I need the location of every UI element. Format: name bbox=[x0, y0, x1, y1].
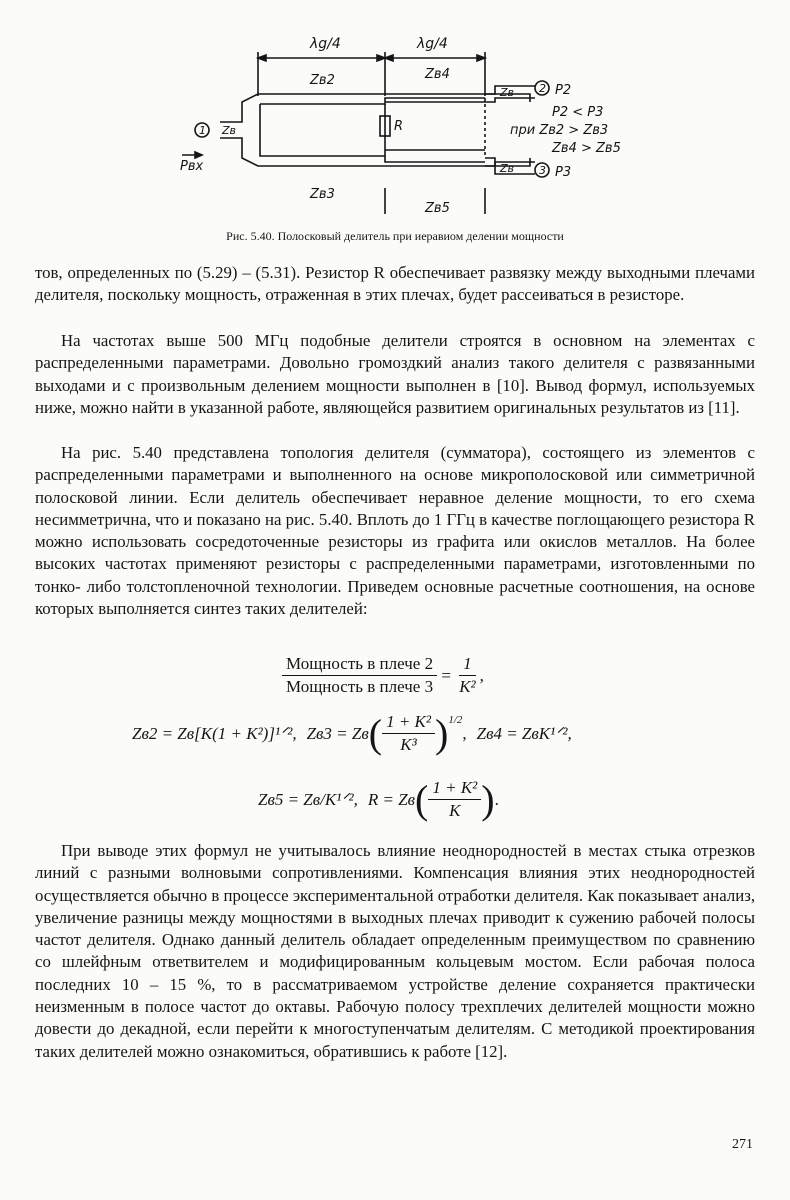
paragraph-4: При выводе этих формул не учитывалось влияние неоднородностей в местах стыка отрезков линий с разными волновыми сопротивлениями. Компенсация влияния этих неоднородностей осуществляется обычно в процессе экспериментальной отработки делителя. Как показывает анализ, увеличение разницы между мощностями в выходных плечах приводит к сужению рабочей полосы частот делителя. Однако данный делитель обладает определенным преимуществом по сравнению со шлейфным ответвителем и модифицированным кольцевым мостом. Если рабочая полоса последних 10 – 15 %, то в рассматриваемом устройстве деление сохраняется практически неизменным в полосе частот до октавы. Рабочую полосу трехплечих делителей мощности можно довести до декадной, если перейти к многоступенчатым делителям. С методикой проектирования таких делителей можно ознакомиться, обратившись к работе [12]. bbox=[35, 841, 756, 1061]
label-z-b3: Zв3 bbox=[310, 187, 335, 202]
label-z-b4: Zв4 bbox=[425, 67, 450, 82]
quarter-wavelength-right: λg/4 bbox=[417, 36, 448, 52]
r-numerator: 1 + K² bbox=[428, 778, 481, 800]
figure-power-divider bbox=[180, 18, 650, 223]
ratio-numerator: Мощность в плече 2 bbox=[282, 654, 437, 676]
paragraph-1: тов, определенных по (5.29) – (5.31). Резистор R обеспечивает развязку между выходными плечами делителя, поскольку мощность, отраженная в этих плечах, будет рассеиваться в резисторе. bbox=[35, 263, 755, 305]
label-z-b5: Zв5 bbox=[425, 201, 450, 216]
formula-z-b5-and-r: Zв5 = Zв/K¹ᐟ², R = Zв ( $\frac{\text{1 + K²}}{K}$ ) . bbox=[258, 776, 499, 822]
formula-r-lhs: R = Zв bbox=[367, 789, 416, 809]
divider-topology-diagram bbox=[180, 18, 650, 223]
label-p3: P3 bbox=[555, 165, 572, 180]
port-3-number: 3 bbox=[539, 164, 546, 177]
port-2-number: 2 bbox=[539, 82, 546, 95]
ratio-rhs-denominator: K² bbox=[459, 677, 476, 696]
label-z-b-input: Zв bbox=[222, 124, 237, 137]
condition-power: P2 < P3 bbox=[552, 105, 604, 120]
formula-power-ratio: $\frac{\text{Мощность в плече 2}}{\text{Мощность в плече 3}}$ = $\frac{1}{\text{K²}}$ , bbox=[282, 654, 484, 697]
label-z-b2: Zв2 bbox=[310, 73, 335, 88]
page-number: 271 bbox=[732, 1137, 753, 1152]
formula-z-b5: Zв5 = Zв/K¹ᐟ², bbox=[258, 789, 358, 809]
label-z-b-bottom: Zв bbox=[500, 162, 515, 175]
r-denominator: K bbox=[449, 801, 461, 820]
formula-z-b4: Zв4 = ZвK¹ᐟ², bbox=[476, 723, 572, 743]
label-p2: P2 bbox=[555, 83, 572, 98]
formula-impedances-row: Zв2 = Zв[K(1 + K²)]¹ᐟ², Zв3 = Zв ( $\frac{\text{1 + K²}}{\text{K³}}$ ) $^{1/2}$ , Zв4 = ZвK¹ᐟ², bbox=[132, 710, 572, 756]
figure-caption: Рис. 5.40. Полосковый делитель при иеравиом делении мощности bbox=[226, 229, 564, 243]
label-p-in: Pвх bbox=[180, 159, 204, 174]
condition-z-b4-z-b5: Zв4 > Zв5 bbox=[552, 141, 621, 156]
z-b3-exponent: 1/2 bbox=[448, 714, 463, 726]
formula-z-b3-lhs: Zв3 = Zв bbox=[306, 723, 369, 743]
label-z-b-top: Zв bbox=[500, 86, 515, 99]
ratio-rhs-numerator: 1 bbox=[459, 654, 476, 676]
formula-z-b2: Zв2 = Zв[K(1 + K²)]¹ᐟ², bbox=[132, 723, 297, 743]
quarter-wavelength-left: λg/4 bbox=[310, 36, 341, 52]
label-resistor: R bbox=[394, 119, 404, 134]
ratio-denominator: Мощность в плече 3 bbox=[286, 677, 434, 696]
z-b3-numerator: 1 + K² bbox=[382, 712, 435, 734]
z-b3-denominator: K³ bbox=[400, 735, 417, 754]
paragraph-2: На частотах выше 500 МГц подобные делители строятся в основном на элементах с распределенными параметрами. Довольно громоздкий анализ такого делителя с развязанными выходами и с произвольным делением мощности выполнен в [10]. Вывод формул, используемых ниже, можно найти в указанной работе, являющейся развитием оригинальных результатов из [11]. bbox=[35, 331, 755, 417]
condition-z-b2-z-b3: при Zв2 > Zв3 bbox=[510, 123, 609, 138]
port-1-number: 1 bbox=[199, 124, 206, 137]
paragraph-3: На рис. 5.40 представлена топология делителя (сумматора), состоящего из элементов с распределенными параметрами и выполненного на основе микрополосковой или симметричной полосковой линии. Если делитель обеспечивает неравное деление мощности, то его схема несимметрична, что и показано на рис. 5.40. Вплоть до 1 ГГц в качестве поглощающего резистора R можно использовать сосредоточенные резисторы из графита или окислов металлов. На более высоких частотах применяют резисторы с распределенными параметрами, изготовленными по тонко- либо толстопленочной технологии. Приведем основные расчетные соотношения, на основе которых выполняется синтез таких делителей: bbox=[35, 443, 755, 619]
